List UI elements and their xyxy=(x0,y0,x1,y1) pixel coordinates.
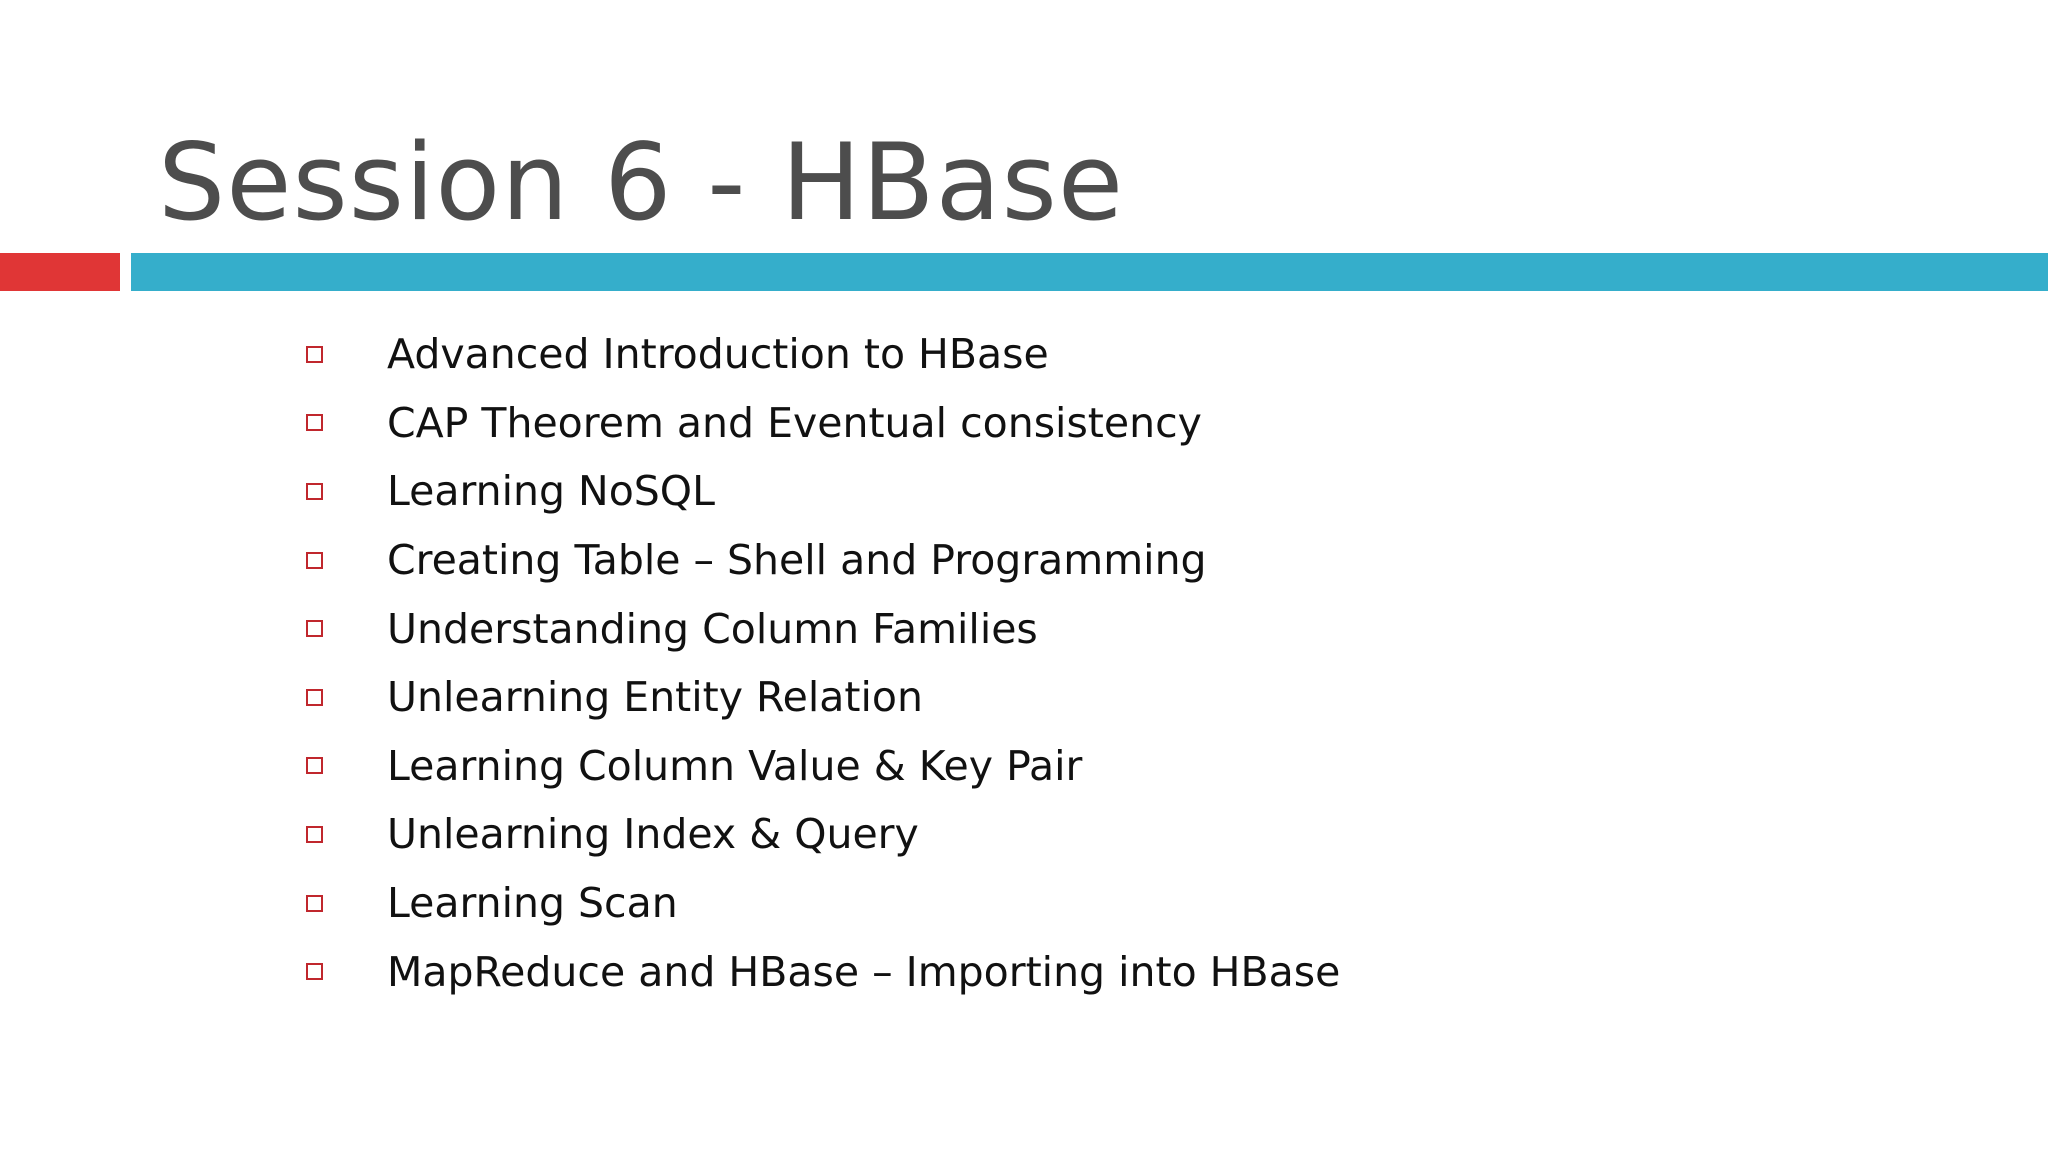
list-item xyxy=(300,663,1340,732)
square-bullet-icon xyxy=(306,483,323,500)
square-bullet-icon xyxy=(306,689,323,706)
bullet-text: Creating Table – Shell and Programming xyxy=(387,536,1207,585)
bullet-text: Unlearning Index & Query xyxy=(387,810,919,859)
list-item xyxy=(300,869,1340,938)
bullet-text: MapReduce and HBase – Importing into HBase xyxy=(387,947,1341,996)
square-bullet-icon xyxy=(306,895,323,912)
list-item xyxy=(300,800,1340,869)
square-bullet-icon xyxy=(306,963,323,980)
bullet-text: Understanding Column Families xyxy=(387,604,1038,653)
square-bullet-icon xyxy=(306,757,323,774)
square-bullet-icon xyxy=(306,826,323,843)
list-item xyxy=(300,732,1340,801)
bullet-text: Learning Scan xyxy=(387,879,678,928)
list-item xyxy=(300,594,1340,663)
accent-bar-red xyxy=(0,253,120,291)
bullet-list xyxy=(300,320,1340,1006)
bullet-text: Learning NoSQL xyxy=(387,467,715,516)
list-item xyxy=(300,937,1340,1006)
bullet-text: CAP Theorem and Eventual consistency xyxy=(387,398,1202,447)
bullet-text: Advanced Introduction to HBase xyxy=(387,330,1049,379)
list-item xyxy=(300,320,1340,389)
list-item xyxy=(300,457,1340,526)
slide-title: Session 6 - HBase xyxy=(158,121,1125,244)
square-bullet-icon xyxy=(306,346,323,363)
square-bullet-icon xyxy=(306,552,323,569)
square-bullet-icon xyxy=(306,620,323,637)
square-bullet-icon xyxy=(306,414,323,431)
list-item xyxy=(300,389,1340,458)
list-item xyxy=(300,526,1340,595)
bullet-text: Learning Column Value & Key Pair xyxy=(387,741,1083,790)
accent-bar-blue xyxy=(131,253,2048,291)
bullet-text: Unlearning Entity Relation xyxy=(387,673,923,722)
